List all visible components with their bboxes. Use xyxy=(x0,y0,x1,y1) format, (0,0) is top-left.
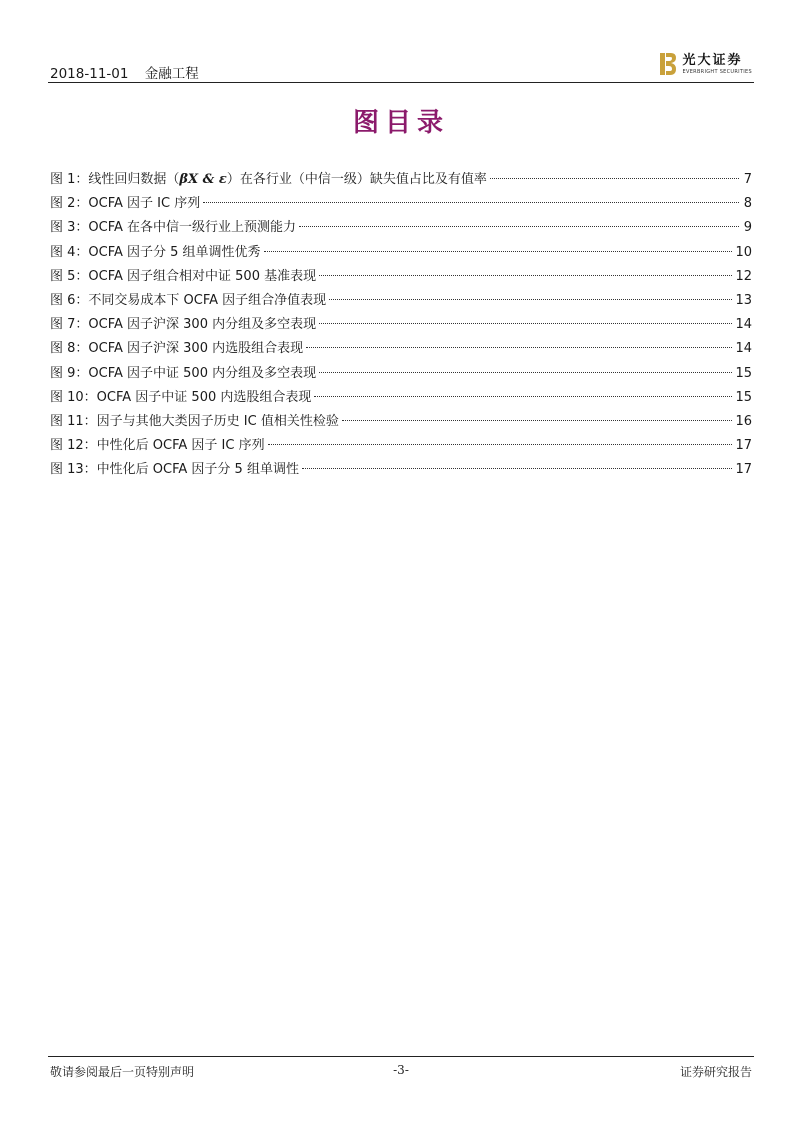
everbright-logo xyxy=(659,50,752,78)
toc-entry-page: 16 xyxy=(735,413,752,429)
header-date: 2018-11-01 xyxy=(50,66,129,82)
toc-entry-label[interactable]: 图 12：中性化后 OCFA 因子 IC 序列 xyxy=(50,438,265,454)
toc-entry[interactable] xyxy=(50,216,752,240)
header-section: 金融工程 xyxy=(144,66,199,82)
toc-entry-page: 7 xyxy=(743,172,752,187)
toc-leader-dots xyxy=(342,420,733,421)
toc-entry-page: 14 xyxy=(735,341,752,357)
toc-entry-label[interactable]: 图 9：OCFA 因子中证 500 内分组及多空表现 xyxy=(50,365,317,381)
toc-entry-label-suffix: ）在各行业（中信一级）缺失值占比及有值率 xyxy=(226,172,487,187)
toc-entry[interactable] xyxy=(50,168,752,192)
logo-en-text: EVERBRIGHT SECURITIES xyxy=(682,68,752,75)
logo-cn-text: 光大证券 xyxy=(682,52,743,68)
header-info xyxy=(50,62,199,82)
toc-entry-page: 13 xyxy=(735,292,752,308)
toc-entry-label[interactable] xyxy=(50,168,487,192)
toc-leader-dots xyxy=(203,202,739,203)
toc-leader-dots xyxy=(319,275,732,276)
page-header xyxy=(48,50,754,83)
footer-report-type: 证券研究报告 xyxy=(679,1065,752,1079)
toc-entry-page: 17 xyxy=(735,438,752,454)
toc-entry[interactable] xyxy=(50,386,752,410)
toc-leader-dots xyxy=(306,347,732,348)
toc-entry-page: 17 xyxy=(735,462,752,478)
toc-entry-page: 8 xyxy=(743,196,752,212)
toc-entry-label[interactable]: 图 13：中性化后 OCFA 因子分 5 组单调性 xyxy=(50,462,299,478)
toc-entry-page: 10 xyxy=(735,244,752,260)
toc-entry[interactable] xyxy=(50,241,752,265)
everbright-logo-icon xyxy=(659,52,677,76)
toc-entry-label-symbol: βX & ε xyxy=(179,172,227,187)
toc-entry-label[interactable]: 图 11：因子与其他大类因子历史 IC 值相关性检验 xyxy=(50,413,339,429)
toc-entry-label[interactable]: 图 2：OCFA 因子 IC 序列 xyxy=(50,196,201,212)
toc-entry-page: 14 xyxy=(735,317,752,333)
toc-leader-dots xyxy=(264,251,733,252)
toc-entry[interactable] xyxy=(50,458,752,482)
toc-entry[interactable] xyxy=(50,410,752,434)
toc-list xyxy=(50,168,752,482)
toc-entry[interactable] xyxy=(50,192,752,216)
page-title: 图目录 xyxy=(352,108,449,138)
toc-entry[interactable] xyxy=(50,313,752,337)
toc-entry-label[interactable]: 图 10：OCFA 因子中证 500 内选股组合表现 xyxy=(50,389,312,405)
footer-disclaimer: 敬请参阅最后一页特别声明 xyxy=(50,1065,195,1079)
toc-entry[interactable] xyxy=(50,434,752,458)
toc-entry-page: 9 xyxy=(743,220,752,236)
toc-entry-label[interactable]: 图 3：OCFA 在各中信一级行业上预测能力 xyxy=(50,220,297,236)
toc-entry[interactable] xyxy=(50,289,752,313)
toc-entry-label[interactable]: 图 7：OCFA 因子沪深 300 内分组及多空表现 xyxy=(50,317,317,333)
page-footer xyxy=(48,1056,754,1087)
toc-entry-page: 12 xyxy=(735,268,752,284)
toc-entry[interactable] xyxy=(50,265,752,289)
toc-entry-page: 15 xyxy=(735,389,752,405)
toc-leader-dots xyxy=(302,468,732,469)
toc-leader-dots xyxy=(299,226,739,227)
toc-entry-label[interactable]: 图 4：OCFA 因子分 5 组单调性优秀 xyxy=(50,244,261,260)
toc-leader-dots xyxy=(319,372,732,373)
toc-entry-page: 15 xyxy=(735,365,752,381)
toc-leader-dots xyxy=(268,444,733,445)
toc-entry-label[interactable]: 图 5：OCFA 因子组合相对中证 500 基准表现 xyxy=(50,268,317,284)
toc-leader-dots xyxy=(314,396,732,397)
toc-leader-dots xyxy=(329,299,732,300)
footer-page-number: -3- xyxy=(393,1063,409,1077)
toc-entry[interactable] xyxy=(50,337,752,361)
toc-leader-dots xyxy=(319,323,732,324)
toc-entry-label-prefix: 图 1：线性回归数据（ xyxy=(50,172,180,187)
toc-entry-label[interactable]: 图 6：不同交易成本下 OCFA 因子组合净值表现 xyxy=(50,292,327,308)
toc-leader-dots xyxy=(490,178,739,179)
toc-entry[interactable] xyxy=(50,362,752,386)
toc-entry-label[interactable]: 图 8：OCFA 因子沪深 300 内选股组合表现 xyxy=(50,341,304,357)
